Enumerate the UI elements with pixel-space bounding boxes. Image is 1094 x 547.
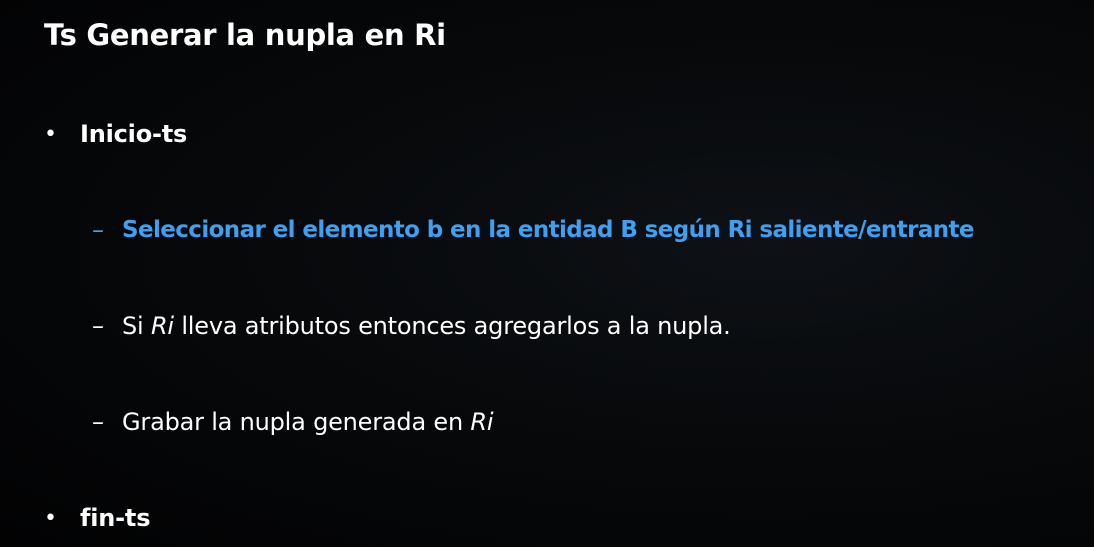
- bullet-marker-icon: •: [44, 121, 57, 147]
- sub-item-text: [122, 408, 493, 436]
- sub-item-text: [122, 312, 731, 340]
- dash-marker-icon: –: [92, 312, 104, 340]
- sub-item-prefix: Si: [122, 312, 151, 340]
- slide-title: Ts Generar la nupla en Ri: [44, 18, 446, 52]
- bullet-item-fin: [44, 504, 150, 532]
- bullet-text: Inicio-ts: [80, 120, 188, 148]
- sub-item-seleccionar: [92, 216, 974, 244]
- bullet-marker-icon: •: [44, 505, 57, 531]
- sub-item-grabar: [92, 408, 493, 436]
- sub-item-atributos: [92, 312, 731, 340]
- dash-marker-icon: –: [92, 216, 104, 244]
- bullet-text: fin-ts: [80, 504, 151, 532]
- bullet-item-inicio: [44, 120, 187, 148]
- sub-item-suffix: lleva atributos entonces agregarlos a la nupla.: [173, 312, 731, 340]
- sub-item-italic: Ri: [470, 408, 494, 436]
- sub-item-prefix: Grabar la nupla generada en: [122, 408, 471, 436]
- sub-item-italic: Ri: [150, 312, 174, 340]
- dash-marker-icon: –: [92, 408, 104, 436]
- sub-item-text: Seleccionar el elemento b en la entidad B según Ri saliente/entrante: [122, 217, 974, 243]
